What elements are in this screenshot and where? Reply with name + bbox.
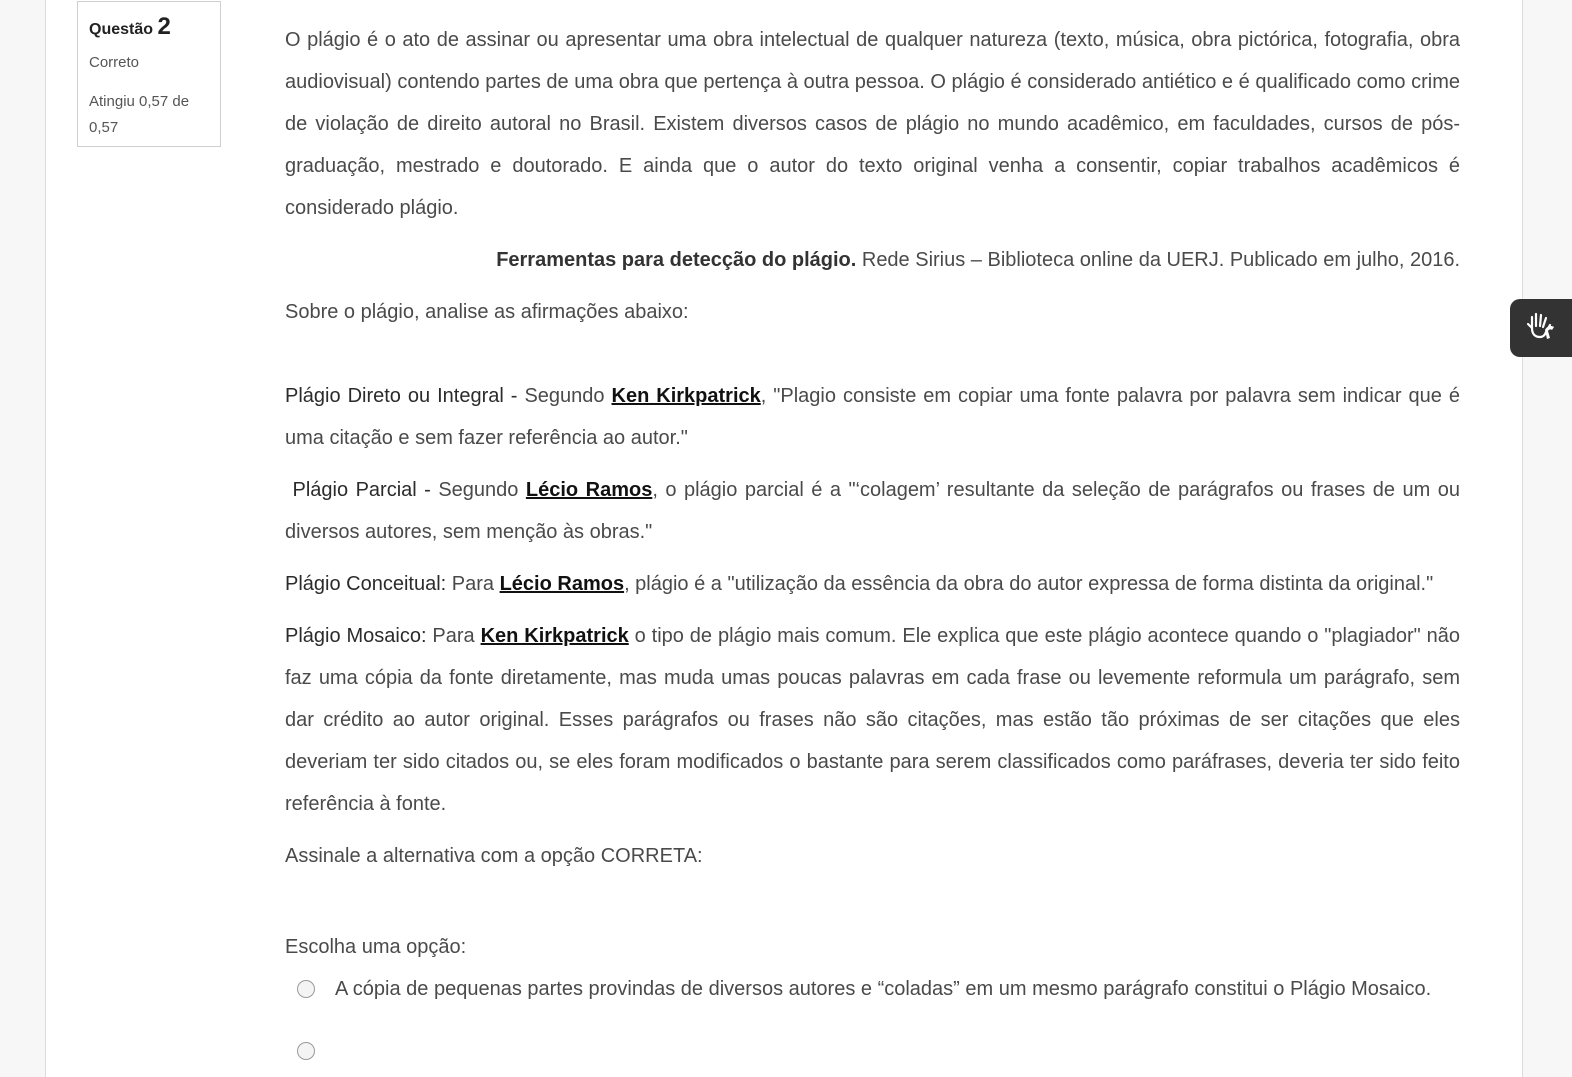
statement-term: Plágio Mosaico: [285, 625, 427, 647]
question-number [89, 14, 210, 43]
statement-text: , o plágio parcial é a "‘colagem’ resultante da seleção de parágrafos ou frases de um ou diversos autores, sem menção às obras." [285, 479, 1461, 543]
choose-option-label: Escolha uma opção: [285, 936, 467, 958]
author-link[interactable]: Ken Kirkpatrick [480, 625, 629, 647]
statement-item [285, 615, 1460, 825]
question-info-box [77, 1, 221, 147]
source-citation [285, 239, 1460, 281]
statement-connector: Para [446, 573, 500, 595]
statement-text: , plágio é a "utilização da essência da obra do autor expressa de forma distinta da original." [624, 573, 1434, 595]
statement-item [285, 469, 1460, 553]
intro-paragraph: O plágio é o ato de assinar ou apresentar uma obra intelectual de qualquer natureza (texto, música, obra pictórica, fotografia, obra audiovisual) contendo partes de uma obra que pertença à outra pessoa. O plágio é considerado antiético e é qualificado como crime de violação de direito autoral no Brasil. Existem diversos casos de plágio no mundo acadêmico, em faculdades, cursos de pós-graduação, mestrado e doutorado. E ainda que o autor do texto original venha a consentir, copiar trabalhos acadêmicos é considerado plágio. [285, 29, 1460, 219]
source-rest: Rede Sirius – Biblioteca online da UERJ. Publicado em julho, 2016. [856, 249, 1460, 271]
radio-button[interactable] [297, 980, 315, 998]
statement-connector: Segundo [430, 479, 526, 501]
statement-connector: Para [426, 625, 481, 647]
statement-connector: Segundo [517, 385, 612, 407]
statement-item [285, 563, 1460, 605]
author-link[interactable]: Lécio Ramos [525, 479, 653, 501]
statement-text: o tipo de plágio mais comum. Ele explica que este plágio acontece quando o "plagiador" não faz uma cópia da fonte diretamente, mas muda umas poucas palavras em cada frase ou levemente reformula um parágrafo, sem dar crédito ao autor original. Esses parágrafos ou frases não são citações, mas estão tão próximas de ser citações que eles deveriam ter sido citados ou, se eles foram modificados o bastante para serem classificados como paráfrases, deveria ter sido feito referência à fonte. [285, 625, 1460, 815]
instruction-text: Assinale a alternativa com a opção CORRETA: [285, 845, 703, 867]
author-link[interactable]: Lécio Ramos [499, 573, 625, 595]
source-title: Ferramentas para detecção do plágio. [496, 249, 857, 271]
question-text [285, 19, 1460, 877]
radio-button[interactable] [297, 1042, 315, 1060]
statement-text: , "Plagio consiste em copiar uma fonte palavra por palavra sem indicar que é uma citação e sem fazer referência ao autor." [285, 385, 1460, 449]
question-number-value: 2 [157, 13, 171, 40]
answer-option[interactable] [297, 975, 1431, 1003]
sign-language-hand-icon [1523, 308, 1559, 349]
question-label: Questão [89, 21, 154, 38]
answer-option-text: A cópia de pequenas partes provindas de diversos autores e “coladas” em um mesmo parágrafo constitui o Plágio Mosaico. [335, 978, 1432, 1000]
statement-term: Plágio Parcial - [285, 479, 431, 501]
author-link[interactable]: Ken Kirkpatrick [611, 385, 761, 407]
statement-term: Plágio Conceitual: [285, 573, 447, 595]
question-grade: Atingiu 0,57 de 0,57 [89, 93, 190, 136]
question-state: Correto [89, 54, 140, 71]
answer-option[interactable] [297, 1042, 335, 1060]
analysis-prompt: Sobre o plágio, analise as afirmações abaixo: [285, 301, 689, 323]
statement-term: Plágio Direto ou Integral - [285, 385, 518, 407]
statement-item [285, 375, 1460, 459]
accessibility-widget-button[interactable] [1510, 299, 1572, 357]
